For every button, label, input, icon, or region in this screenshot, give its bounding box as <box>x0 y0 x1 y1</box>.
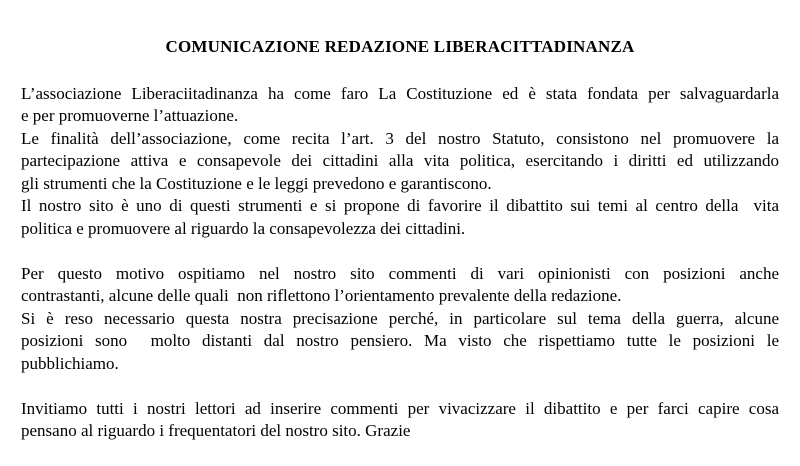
text-line: e per promuoverne l’attuazione. <box>21 106 239 125</box>
text-line: Il nostro sito è uno di questi strumenti e si propone di favorire il dibattito sui temi al centro della vita <box>21 196 779 215</box>
text-line: Per questo motivo ospitiamo nel nostro sito commenti di vari opinionisti con posizioni anche <box>21 263 779 283</box>
text-line: partecipazione attiva e consapevole dei cittadini alla vita politica, esercitando i diritti ed utilizzando <box>21 151 779 170</box>
text-line: posizioni sono molto distanti dal nostro pensiero. Ma visto che rispettiamo tutte le posizioni le <box>21 331 779 350</box>
paragraph <box>21 308 779 376</box>
text-line: pensano al riguardo i frequentatori del nostro sito. Grazie <box>21 421 411 440</box>
document-body <box>21 83 779 443</box>
paragraph <box>21 263 779 308</box>
paragraph <box>21 195 779 240</box>
document-title: COMUNICAZIONE REDAZIONE LIBERACITTADINANZA <box>165 37 635 56</box>
paragraph <box>21 398 779 443</box>
paragraph <box>21 83 779 128</box>
paragraph-block <box>21 83 779 241</box>
text-line: gli strumenti che la Costituzione e le leggi prevedono e garantiscono. <box>21 173 492 193</box>
text-line: pubblichiamo. <box>21 353 119 373</box>
text-line: politica e promuovere al riguardo la consapevolezza dei cittadini. <box>21 218 466 238</box>
paragraph <box>21 128 779 196</box>
paragraph-block <box>21 398 779 443</box>
text-line: Le finalità dell’associazione, come recita l’art. 3 del nostro Statuto, consistono nel promuovere la <box>21 128 779 148</box>
text-line: L’associazione Liberaciitadinanza ha come faro La Costituzione ed è stata fondata per salvaguardarla <box>21 83 779 103</box>
paragraph-block <box>21 263 779 376</box>
text-line: Si è reso necessario questa nostra precisazione perché, in particolare sul tema della guerra, alcune <box>21 308 779 328</box>
text-line: contrastanti, alcune delle quali non riflettono l’orientamento prevalente della redazione. <box>21 286 622 305</box>
text-line: Invitiamo tutti i nostri lettori ad inserire commenti per vivacizzare il dibattito e per farci capire cosa <box>21 398 779 418</box>
